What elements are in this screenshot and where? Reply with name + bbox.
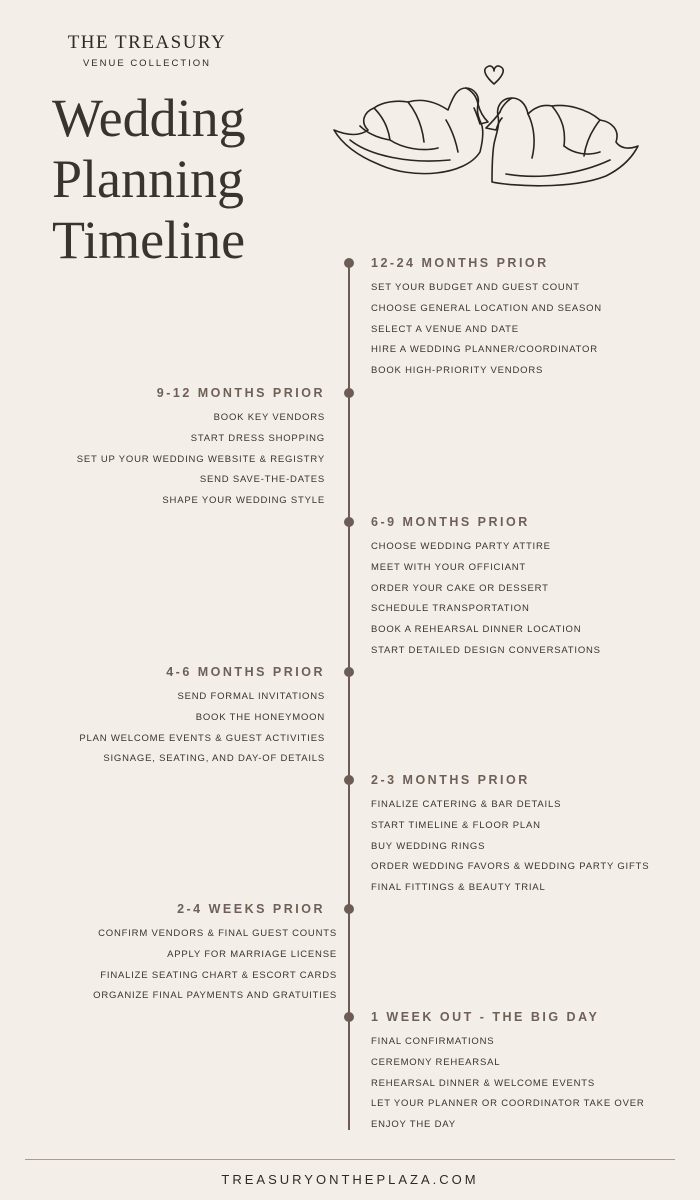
section-title: 6-9 MONTHS PRIOR <box>371 515 530 529</box>
task-item: MEET WITH YOUR OFFICIANT <box>371 561 527 573</box>
timeline-dot <box>344 775 354 785</box>
task-item: FINALIZE CATERING & BAR DETAILS <box>371 799 562 810</box>
task-item: BUY WEDDING RINGS <box>371 840 486 852</box>
task-item: BOOK HIGH-PRIORITY VENDORS <box>371 365 544 377</box>
task-item: START DETAILED DESIGN CONVERSATIONS <box>371 644 601 656</box>
task-item: SHAPE YOUR WEDDING STYLE <box>162 495 325 507</box>
section-title: 1 WEEK OUT - THE BIG DAY <box>371 1010 600 1024</box>
task-item: SEND SAVE-THE-DATES <box>199 474 325 486</box>
task-item: CHOOSE GENERAL LOCATION AND SEASON <box>371 302 602 314</box>
task-item: SET YOUR BUDGET AND GUEST COUNT <box>371 282 580 293</box>
task-item: LET YOUR PLANNER OR COORDINATOR TAKE OVER <box>371 1098 645 1110</box>
task-item: HIRE A WEDDING PLANNER/COORDINATOR <box>371 344 598 356</box>
timeline-section-1-week-out <box>371 1009 645 1136</box>
task-item: REHEARSAL DINNER & WELCOME EVENTS <box>371 1077 596 1089</box>
timeline-dot <box>344 904 354 914</box>
task-item: ORGANIZE FINAL PAYMENTS AND GRATUITIES <box>93 990 337 1002</box>
timeline-section-4-6-months <box>79 664 325 770</box>
section-title: 9-12 MONTHS PRIOR <box>156 386 325 400</box>
task-item: FINAL CONFIRMATIONS <box>371 1036 495 1047</box>
task-item: ORDER YOUR CAKE OR DESSERT <box>371 582 549 594</box>
task-item: BOOK A REHEARSAL DINNER LOCATION <box>371 624 582 636</box>
task-item: SET UP YOUR WEDDING WEBSITE & REGISTRY <box>76 453 325 465</box>
task-item: CHOOSE WEDDING PARTY ATTIRE <box>371 541 551 552</box>
task-item: CONFIRM VENDORS & FINAL GUEST COUNTS <box>98 928 337 939</box>
task-item: APPLY FOR MARRIAGE LICENSE <box>167 948 337 960</box>
footer-url: TREASURYONTHEPLAZA.COM <box>221 1172 479 1187</box>
title-line-3: Timeline <box>52 210 246 270</box>
task-item: FINALIZE SEATING CHART & ESCORT CARDS <box>100 969 337 981</box>
timeline-dot <box>344 517 354 527</box>
timeline-section-9-12-months <box>77 385 325 512</box>
timeline-dot <box>344 388 354 398</box>
two-swans-heart-icon <box>330 64 642 196</box>
timeline-section-2-3-months <box>371 772 649 899</box>
task-item: SEND FORMAL INVITATIONS <box>177 691 325 702</box>
brand-logo <box>62 32 232 69</box>
title-line-2: Planning <box>52 149 245 209</box>
section-title: 12-24 MONTHS PRIOR <box>371 256 549 270</box>
task-item: START TIMELINE & FLOOR PLAN <box>371 819 541 831</box>
timeline-dot <box>344 667 354 677</box>
timeline-section-2-4-weeks <box>93 901 337 1007</box>
task-item: SCHEDULE TRANSPORTATION <box>371 603 530 615</box>
task-item: ORDER WEDDING FAVORS & WEDDING PARTY GIFTS <box>371 861 650 873</box>
section-title: 2-4 WEEKS PRIOR <box>177 902 325 916</box>
timeline-section-12-24-months <box>371 255 602 382</box>
task-item: SELECT A VENUE AND DATE <box>371 323 519 335</box>
task-item: BOOK THE HONEYMOON <box>195 711 325 723</box>
section-title: 2-3 MONTHS PRIOR <box>371 773 530 787</box>
task-item: START DRESS SHOPPING <box>190 432 325 444</box>
brand-name: THE TREASURY <box>67 32 227 53</box>
timeline-dot <box>344 258 354 268</box>
title-line-1: Wedding <box>52 88 246 148</box>
footer-divider <box>25 1159 675 1160</box>
task-item: FINAL FITTINGS & BEAUTY TRIAL <box>371 882 546 894</box>
section-title: 4-6 MONTHS PRIOR <box>166 665 325 679</box>
task-item: ENJOY THE DAY <box>371 1119 456 1131</box>
timeline-section-6-9-months <box>371 514 601 662</box>
task-item: SIGNAGE, SEATING, AND DAY-OF DETAILS <box>103 753 325 765</box>
timeline-dot <box>344 1012 354 1022</box>
brand-subtitle: VENUE COLLECTION <box>82 58 212 69</box>
page-title <box>52 88 246 271</box>
task-item: BOOK KEY VENDORS <box>213 412 325 423</box>
task-item: CEREMONY REHEARSAL <box>371 1056 501 1068</box>
task-item: PLAN WELCOME EVENTS & GUEST ACTIVITIES <box>79 732 325 744</box>
